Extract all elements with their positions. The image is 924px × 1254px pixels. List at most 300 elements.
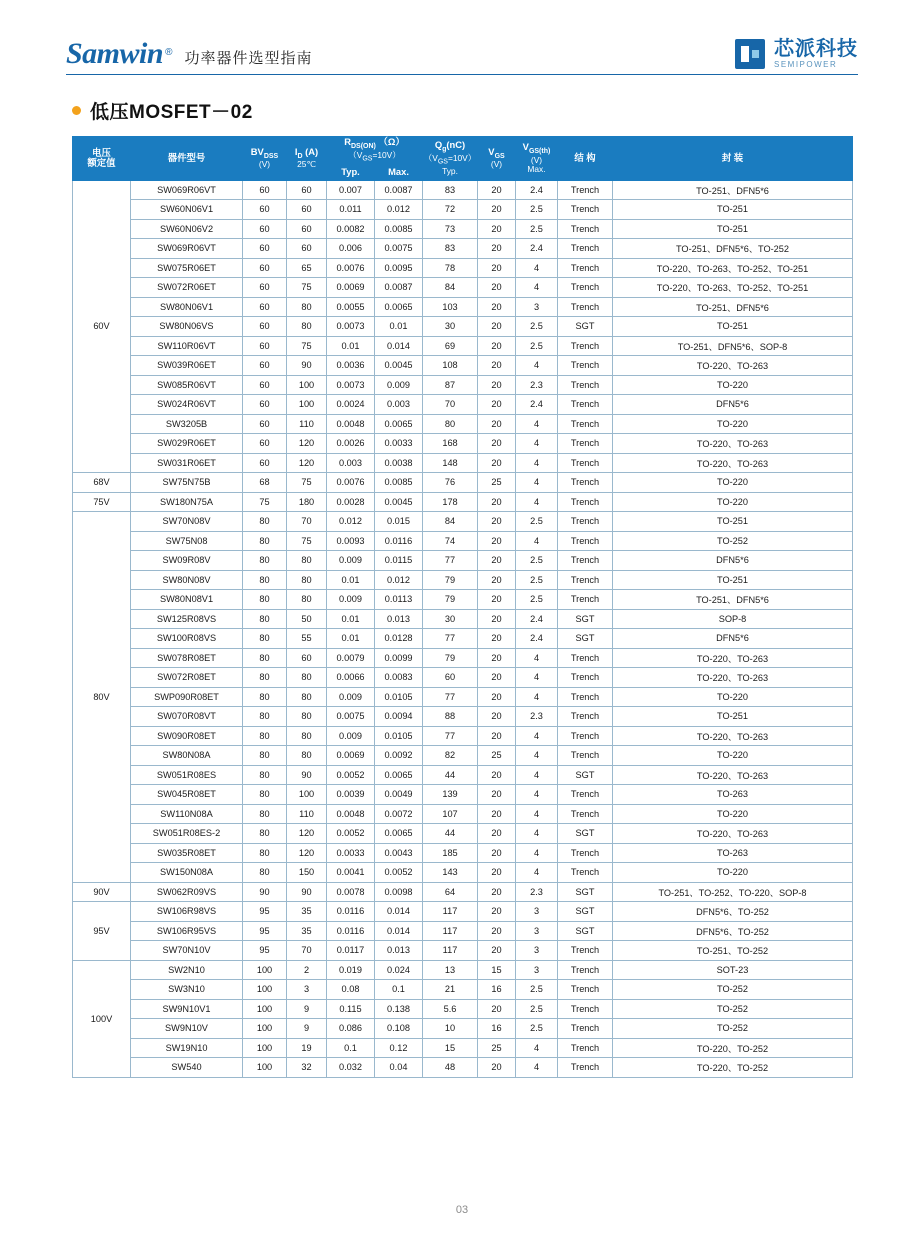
th-rds-typ: Typ. [327, 164, 375, 180]
table-row [73, 882, 853, 902]
cell-bvdss: 60 [243, 434, 287, 454]
cell-rds-max: 0.108 [375, 1019, 423, 1039]
th-qg-cond-end: =10V） [447, 153, 477, 164]
cell-vgs: 20 [478, 707, 516, 727]
table-row [73, 395, 853, 415]
cell-structure: Trench [558, 258, 613, 278]
cell-bvdss: 100 [243, 960, 287, 980]
cell-rds-typ: 0.0082 [327, 219, 375, 239]
cell-package: TO-220 [613, 473, 853, 493]
cell-package: TO-252 [613, 531, 853, 551]
cell-rds-typ: 0.0039 [327, 785, 375, 805]
table-row [73, 434, 853, 454]
cell-model: SW75N75B [131, 473, 243, 493]
cell-bvdss: 60 [243, 180, 287, 200]
cell-structure: SGT [558, 317, 613, 337]
cell-qg: 87 [423, 375, 478, 395]
cell-qg: 83 [423, 180, 478, 200]
cell-model: SW3205B [131, 414, 243, 434]
cell-bvdss: 80 [243, 668, 287, 688]
table-row [73, 668, 853, 688]
cell-vgs: 20 [478, 434, 516, 454]
cell-package: TO-220、TO-263 [613, 648, 853, 668]
cell-rds-typ: 0.0066 [327, 668, 375, 688]
cell-bvdss: 80 [243, 843, 287, 863]
cell-rds-typ: 0.0079 [327, 648, 375, 668]
table-row [73, 999, 853, 1019]
cell-vgsth: 2.4 [516, 609, 558, 629]
cell-rds-max: 0.024 [375, 960, 423, 980]
cell-voltage-group: 60V [73, 180, 131, 473]
cell-model: SW75N08 [131, 531, 243, 551]
cell-structure: Trench [558, 648, 613, 668]
cell-qg: 79 [423, 590, 478, 610]
cell-bvdss: 80 [243, 687, 287, 707]
cell-qg: 79 [423, 570, 478, 590]
cell-vgs: 25 [478, 746, 516, 766]
cell-vgsth: 2.5 [516, 551, 558, 571]
cell-vgs: 20 [478, 609, 516, 629]
cell-rds-typ: 0.0073 [327, 317, 375, 337]
table-row [73, 980, 853, 1000]
cell-structure: Trench [558, 668, 613, 688]
cell-qg: 76 [423, 473, 478, 493]
cell-model: SW051R08ES [131, 765, 243, 785]
cell-vgs: 20 [478, 239, 516, 259]
cell-rds-typ: 0.0036 [327, 356, 375, 376]
cell-vgs: 20 [478, 512, 516, 532]
cell-model: SW069R06VT [131, 239, 243, 259]
cell-model: SW029R06ET [131, 434, 243, 454]
cell-qg: 108 [423, 356, 478, 376]
th-vgs-sub: GS [494, 152, 505, 160]
cell-package: TO-220 [613, 492, 853, 512]
cell-vgsth: 2.4 [516, 180, 558, 200]
cell-qg: 69 [423, 336, 478, 356]
cell-vgs: 20 [478, 200, 516, 220]
cell-structure: SGT [558, 882, 613, 902]
cell-qg: 79 [423, 648, 478, 668]
cell-package: TO-220、TO-263 [613, 824, 853, 844]
cell-id: 70 [287, 941, 327, 961]
cell-id: 32 [287, 1058, 327, 1078]
cell-structure: Trench [558, 180, 613, 200]
cell-vgs: 20 [478, 902, 516, 922]
cell-model: SW106R95VS [131, 921, 243, 941]
cell-qg: 77 [423, 726, 478, 746]
cell-rds-max: 0.138 [375, 999, 423, 1019]
cell-rds-max: 0.0105 [375, 687, 423, 707]
th-id-unit: (A) [305, 145, 319, 157]
cell-vgs: 20 [478, 453, 516, 473]
cell-bvdss: 60 [243, 297, 287, 317]
cell-rds-max: 0.0045 [375, 356, 423, 376]
cell-rds-typ: 0.006 [327, 239, 375, 259]
cell-rds-typ: 0.0026 [327, 434, 375, 454]
cell-qg: 44 [423, 765, 478, 785]
cell-vgsth: 2.4 [516, 239, 558, 259]
cell-vgsth: 3 [516, 921, 558, 941]
th-vgsth-main: V [522, 140, 529, 152]
th-qg-typ: Typ. [442, 165, 458, 176]
cell-structure: Trench [558, 336, 613, 356]
th-bv-main: BV [250, 145, 264, 157]
cell-vgsth: 4 [516, 843, 558, 863]
cell-structure: SGT [558, 824, 613, 844]
cell-rds-max: 0.013 [375, 609, 423, 629]
cell-vgsth: 2.5 [516, 1019, 558, 1039]
cell-rds-max: 0.0116 [375, 531, 423, 551]
semipower-logo-icon [735, 39, 765, 69]
cell-id: 50 [287, 609, 327, 629]
th-vgs-main: V [488, 145, 495, 157]
cell-vgs: 20 [478, 629, 516, 649]
cell-package: TO-251 [613, 317, 853, 337]
cell-bvdss: 60 [243, 375, 287, 395]
cell-bvdss: 60 [243, 278, 287, 298]
cell-rds-typ: 0.0116 [327, 921, 375, 941]
cell-vgsth: 4 [516, 804, 558, 824]
cell-structure: Trench [558, 980, 613, 1000]
cell-id: 35 [287, 902, 327, 922]
cell-vgs: 20 [478, 531, 516, 551]
table-row [73, 180, 853, 200]
cell-package: TO-252 [613, 999, 853, 1019]
cell-package: TO-220、TO-263、TO-252、TO-251 [613, 278, 853, 298]
cell-model: SW150N08A [131, 863, 243, 883]
cell-id: 3 [287, 980, 327, 1000]
cell-structure: Trench [558, 999, 613, 1019]
cell-bvdss: 80 [243, 648, 287, 668]
cell-structure: Trench [558, 707, 613, 727]
cell-vgs: 20 [478, 863, 516, 883]
cell-voltage-group: 100V [73, 960, 131, 1077]
cell-qg: 77 [423, 551, 478, 571]
table-row [73, 921, 853, 941]
cell-package: TO-220、TO-263 [613, 434, 853, 454]
section-title-row [72, 97, 924, 124]
cell-model: SW024R06VT [131, 395, 243, 415]
cell-id: 90 [287, 356, 327, 376]
cell-id: 80 [287, 551, 327, 571]
th-rds-cond-sub: GS [362, 155, 373, 163]
cell-vgs: 20 [478, 687, 516, 707]
cell-rds-max: 0.0052 [375, 863, 423, 883]
cell-rds-max: 0.0033 [375, 434, 423, 454]
cell-id: 120 [287, 843, 327, 863]
cell-structure: SGT [558, 609, 613, 629]
cell-bvdss: 60 [243, 395, 287, 415]
cell-rds-max: 0.012 [375, 200, 423, 220]
cell-vgsth: 4 [516, 687, 558, 707]
table-row [73, 278, 853, 298]
cell-package: TO-251 [613, 219, 853, 239]
cell-rds-max: 0.0065 [375, 297, 423, 317]
cell-rds-typ: 0.009 [327, 551, 375, 571]
cell-qg: 84 [423, 278, 478, 298]
cell-rds-max: 0.0095 [375, 258, 423, 278]
cell-vgsth: 2.5 [516, 317, 558, 337]
cell-qg: 73 [423, 219, 478, 239]
cell-id: 2 [287, 960, 327, 980]
cell-vgsth: 4 [516, 765, 558, 785]
cell-structure: SGT [558, 921, 613, 941]
cell-voltage-group: 68V [73, 473, 131, 493]
table-row [73, 473, 853, 493]
cell-structure: Trench [558, 356, 613, 376]
logo-text-block [774, 39, 858, 69]
cell-rds-max: 0.0092 [375, 746, 423, 766]
cell-rds-max: 0.0085 [375, 219, 423, 239]
cell-id: 90 [287, 882, 327, 902]
th-id [287, 137, 327, 181]
cell-rds-typ: 0.0069 [327, 278, 375, 298]
table-row [73, 492, 853, 512]
cell-rds-typ: 0.0078 [327, 882, 375, 902]
cell-model: SW80N08V1 [131, 590, 243, 610]
cell-vgs: 20 [478, 785, 516, 805]
cell-model: SW80N08V [131, 570, 243, 590]
cell-package: TO-251、DFN5*6 [613, 297, 853, 317]
th-bv-sub: DSS [263, 152, 279, 160]
cell-structure: Trench [558, 512, 613, 532]
cell-rds-max: 0.0085 [375, 473, 423, 493]
th-rdson [327, 137, 423, 165]
cell-vgsth: 4 [516, 863, 558, 883]
th-bvdss [243, 137, 287, 181]
cell-vgsth: 4 [516, 668, 558, 688]
table-row [73, 687, 853, 707]
cell-model: SW80N06V1 [131, 297, 243, 317]
cell-model: SW085R06VT [131, 375, 243, 395]
cell-vgsth: 2.4 [516, 629, 558, 649]
cell-bvdss: 80 [243, 570, 287, 590]
cell-rds-typ: 0.032 [327, 1058, 375, 1078]
cell-model: SW090R08ET [131, 726, 243, 746]
cell-id: 65 [287, 258, 327, 278]
cell-qg: 117 [423, 941, 478, 961]
cell-package: TO-220、TO-263 [613, 453, 853, 473]
cell-id: 120 [287, 434, 327, 454]
table-row [73, 453, 853, 473]
cell-rds-typ: 0.0052 [327, 824, 375, 844]
cell-rds-max: 0.0065 [375, 414, 423, 434]
th-voltage-rating-l2: 额定值 [87, 157, 116, 169]
cell-package: TO-220、TO-252 [613, 1058, 853, 1078]
cell-rds-max: 0.01 [375, 317, 423, 337]
cell-id: 60 [287, 219, 327, 239]
cell-package: TO-251 [613, 512, 853, 532]
cell-id: 80 [287, 707, 327, 727]
cell-id: 35 [287, 921, 327, 941]
th-vgsth-sub: GS(th) [528, 147, 551, 155]
cell-rds-typ: 0.0052 [327, 765, 375, 785]
brand-name: Samwin [66, 37, 164, 70]
cell-bvdss: 60 [243, 414, 287, 434]
cell-rds-max: 0.0087 [375, 180, 423, 200]
cell-id: 110 [287, 804, 327, 824]
cell-bvdss: 60 [243, 317, 287, 337]
cell-model: SW09R08V [131, 551, 243, 571]
cell-rds-max: 0.003 [375, 395, 423, 415]
cell-vgsth: 2.5 [516, 219, 558, 239]
cell-vgs: 20 [478, 882, 516, 902]
cell-package: TO-220 [613, 746, 853, 766]
cell-model: SW3N10 [131, 980, 243, 1000]
th-qg-cond-sub: GS [437, 158, 448, 166]
cell-rds-typ: 0.01 [327, 570, 375, 590]
cell-rds-max: 0.0072 [375, 804, 423, 824]
cell-id: 110 [287, 414, 327, 434]
table-row [73, 1058, 853, 1078]
cell-model: SW051R08ES-2 [131, 824, 243, 844]
cell-id: 75 [287, 531, 327, 551]
cell-id: 19 [287, 1038, 327, 1058]
cell-structure: Trench [558, 804, 613, 824]
cell-model: SW039R06ET [131, 356, 243, 376]
table-row [73, 414, 853, 434]
cell-model: SW031R06ET [131, 453, 243, 473]
cell-model: SW70N08V [131, 512, 243, 532]
cell-vgsth: 2.5 [516, 980, 558, 1000]
cell-structure: Trench [558, 473, 613, 493]
cell-model: SW062R09VS [131, 882, 243, 902]
cell-vgsth: 4 [516, 258, 558, 278]
th-vgs [478, 137, 516, 181]
cell-id: 100 [287, 395, 327, 415]
cell-structure: Trench [558, 278, 613, 298]
th-voltage-rating [73, 137, 131, 181]
cell-qg: 168 [423, 434, 478, 454]
cell-model: SW045R08ET [131, 785, 243, 805]
cell-qg: 178 [423, 492, 478, 512]
cell-bvdss: 80 [243, 531, 287, 551]
cell-bvdss: 80 [243, 785, 287, 805]
cell-id: 120 [287, 453, 327, 473]
cell-package: TO-220 [613, 414, 853, 434]
cell-rds-typ: 0.011 [327, 200, 375, 220]
table-row [73, 765, 853, 785]
cell-vgsth: 4 [516, 1058, 558, 1078]
cell-model: SW110N08A [131, 804, 243, 824]
cell-qg: 13 [423, 960, 478, 980]
cell-package: TO-263 [613, 785, 853, 805]
cell-structure: Trench [558, 785, 613, 805]
cell-vgsth: 2.5 [516, 336, 558, 356]
cell-package: TO-251 [613, 200, 853, 220]
cell-structure: SGT [558, 629, 613, 649]
table-row [73, 804, 853, 824]
cell-id: 60 [287, 180, 327, 200]
cell-bvdss: 90 [243, 882, 287, 902]
cell-structure: Trench [558, 434, 613, 454]
cell-package: TO-251 [613, 570, 853, 590]
table-header-row-1 [73, 137, 853, 165]
th-qg-cond: （V [423, 153, 438, 164]
cell-model: SW60N06V2 [131, 219, 243, 239]
cell-package: TO-252 [613, 1019, 853, 1039]
cell-qg: 10 [423, 1019, 478, 1039]
cell-id: 80 [287, 570, 327, 590]
cell-bvdss: 80 [243, 863, 287, 883]
cell-vgsth: 4 [516, 1038, 558, 1058]
cell-rds-typ: 0.007 [327, 180, 375, 200]
cell-qg: 21 [423, 980, 478, 1000]
cell-rds-typ: 0.0024 [327, 395, 375, 415]
cell-id: 55 [287, 629, 327, 649]
cell-id: 60 [287, 239, 327, 259]
cell-vgsth: 4 [516, 492, 558, 512]
cell-rds-max: 0.0038 [375, 453, 423, 473]
cell-package: DFN5*6 [613, 551, 853, 571]
cell-rds-max: 0.0128 [375, 629, 423, 649]
cell-bvdss: 80 [243, 609, 287, 629]
table-row [73, 785, 853, 805]
cell-vgs: 20 [478, 258, 516, 278]
page-title: 低压MOSFET－02 [90, 102, 253, 123]
cell-vgs: 20 [478, 414, 516, 434]
table-row [73, 258, 853, 278]
cell-rds-max: 0.0045 [375, 492, 423, 512]
cell-vgsth: 2.3 [516, 707, 558, 727]
table-row [73, 648, 853, 668]
company-logo [735, 39, 858, 69]
cell-bvdss: 60 [243, 239, 287, 259]
cell-voltage-group: 90V [73, 882, 131, 902]
cell-vgs: 20 [478, 492, 516, 512]
cell-model: SW9N10V1 [131, 999, 243, 1019]
cell-package: TO-220、TO-263 [613, 726, 853, 746]
cell-qg: 84 [423, 512, 478, 532]
cell-rds-typ: 0.1 [327, 1038, 375, 1058]
cell-rds-max: 0.0065 [375, 765, 423, 785]
logo-text-en: SEMIPOWER [774, 60, 838, 69]
table-row [73, 551, 853, 571]
logo-text-cn: 芯派科技 [774, 38, 858, 60]
cell-bvdss: 60 [243, 258, 287, 278]
th-qg-sub: g [442, 146, 447, 154]
cell-rds-max: 0.014 [375, 921, 423, 941]
cell-vgsth: 4 [516, 824, 558, 844]
cell-rds-max: 0.12 [375, 1038, 423, 1058]
cell-id: 90 [287, 765, 327, 785]
cell-structure: Trench [558, 843, 613, 863]
table-row [73, 336, 853, 356]
cell-bvdss: 80 [243, 629, 287, 649]
cell-package: DFN5*6、TO-252 [613, 921, 853, 941]
cell-qg: 117 [423, 921, 478, 941]
cell-vgsth: 4 [516, 434, 558, 454]
th-structure: 结 构 [558, 137, 613, 181]
cell-structure: Trench [558, 570, 613, 590]
cell-package: TO-220 [613, 687, 853, 707]
cell-rds-typ: 0.012 [327, 512, 375, 532]
cell-rds-typ: 0.0117 [327, 941, 375, 961]
brand-block [66, 37, 312, 71]
cell-bvdss: 100 [243, 1019, 287, 1039]
cell-bvdss: 95 [243, 941, 287, 961]
cell-vgsth: 3 [516, 941, 558, 961]
cell-qg: 44 [423, 824, 478, 844]
cell-qg: 83 [423, 239, 478, 259]
cell-bvdss: 80 [243, 726, 287, 746]
cell-package: TO-220 [613, 804, 853, 824]
cell-structure: Trench [558, 551, 613, 571]
cell-vgs: 20 [478, 297, 516, 317]
cell-qg: 107 [423, 804, 478, 824]
th-id-sub: D [297, 152, 303, 160]
cell-structure: Trench [558, 219, 613, 239]
